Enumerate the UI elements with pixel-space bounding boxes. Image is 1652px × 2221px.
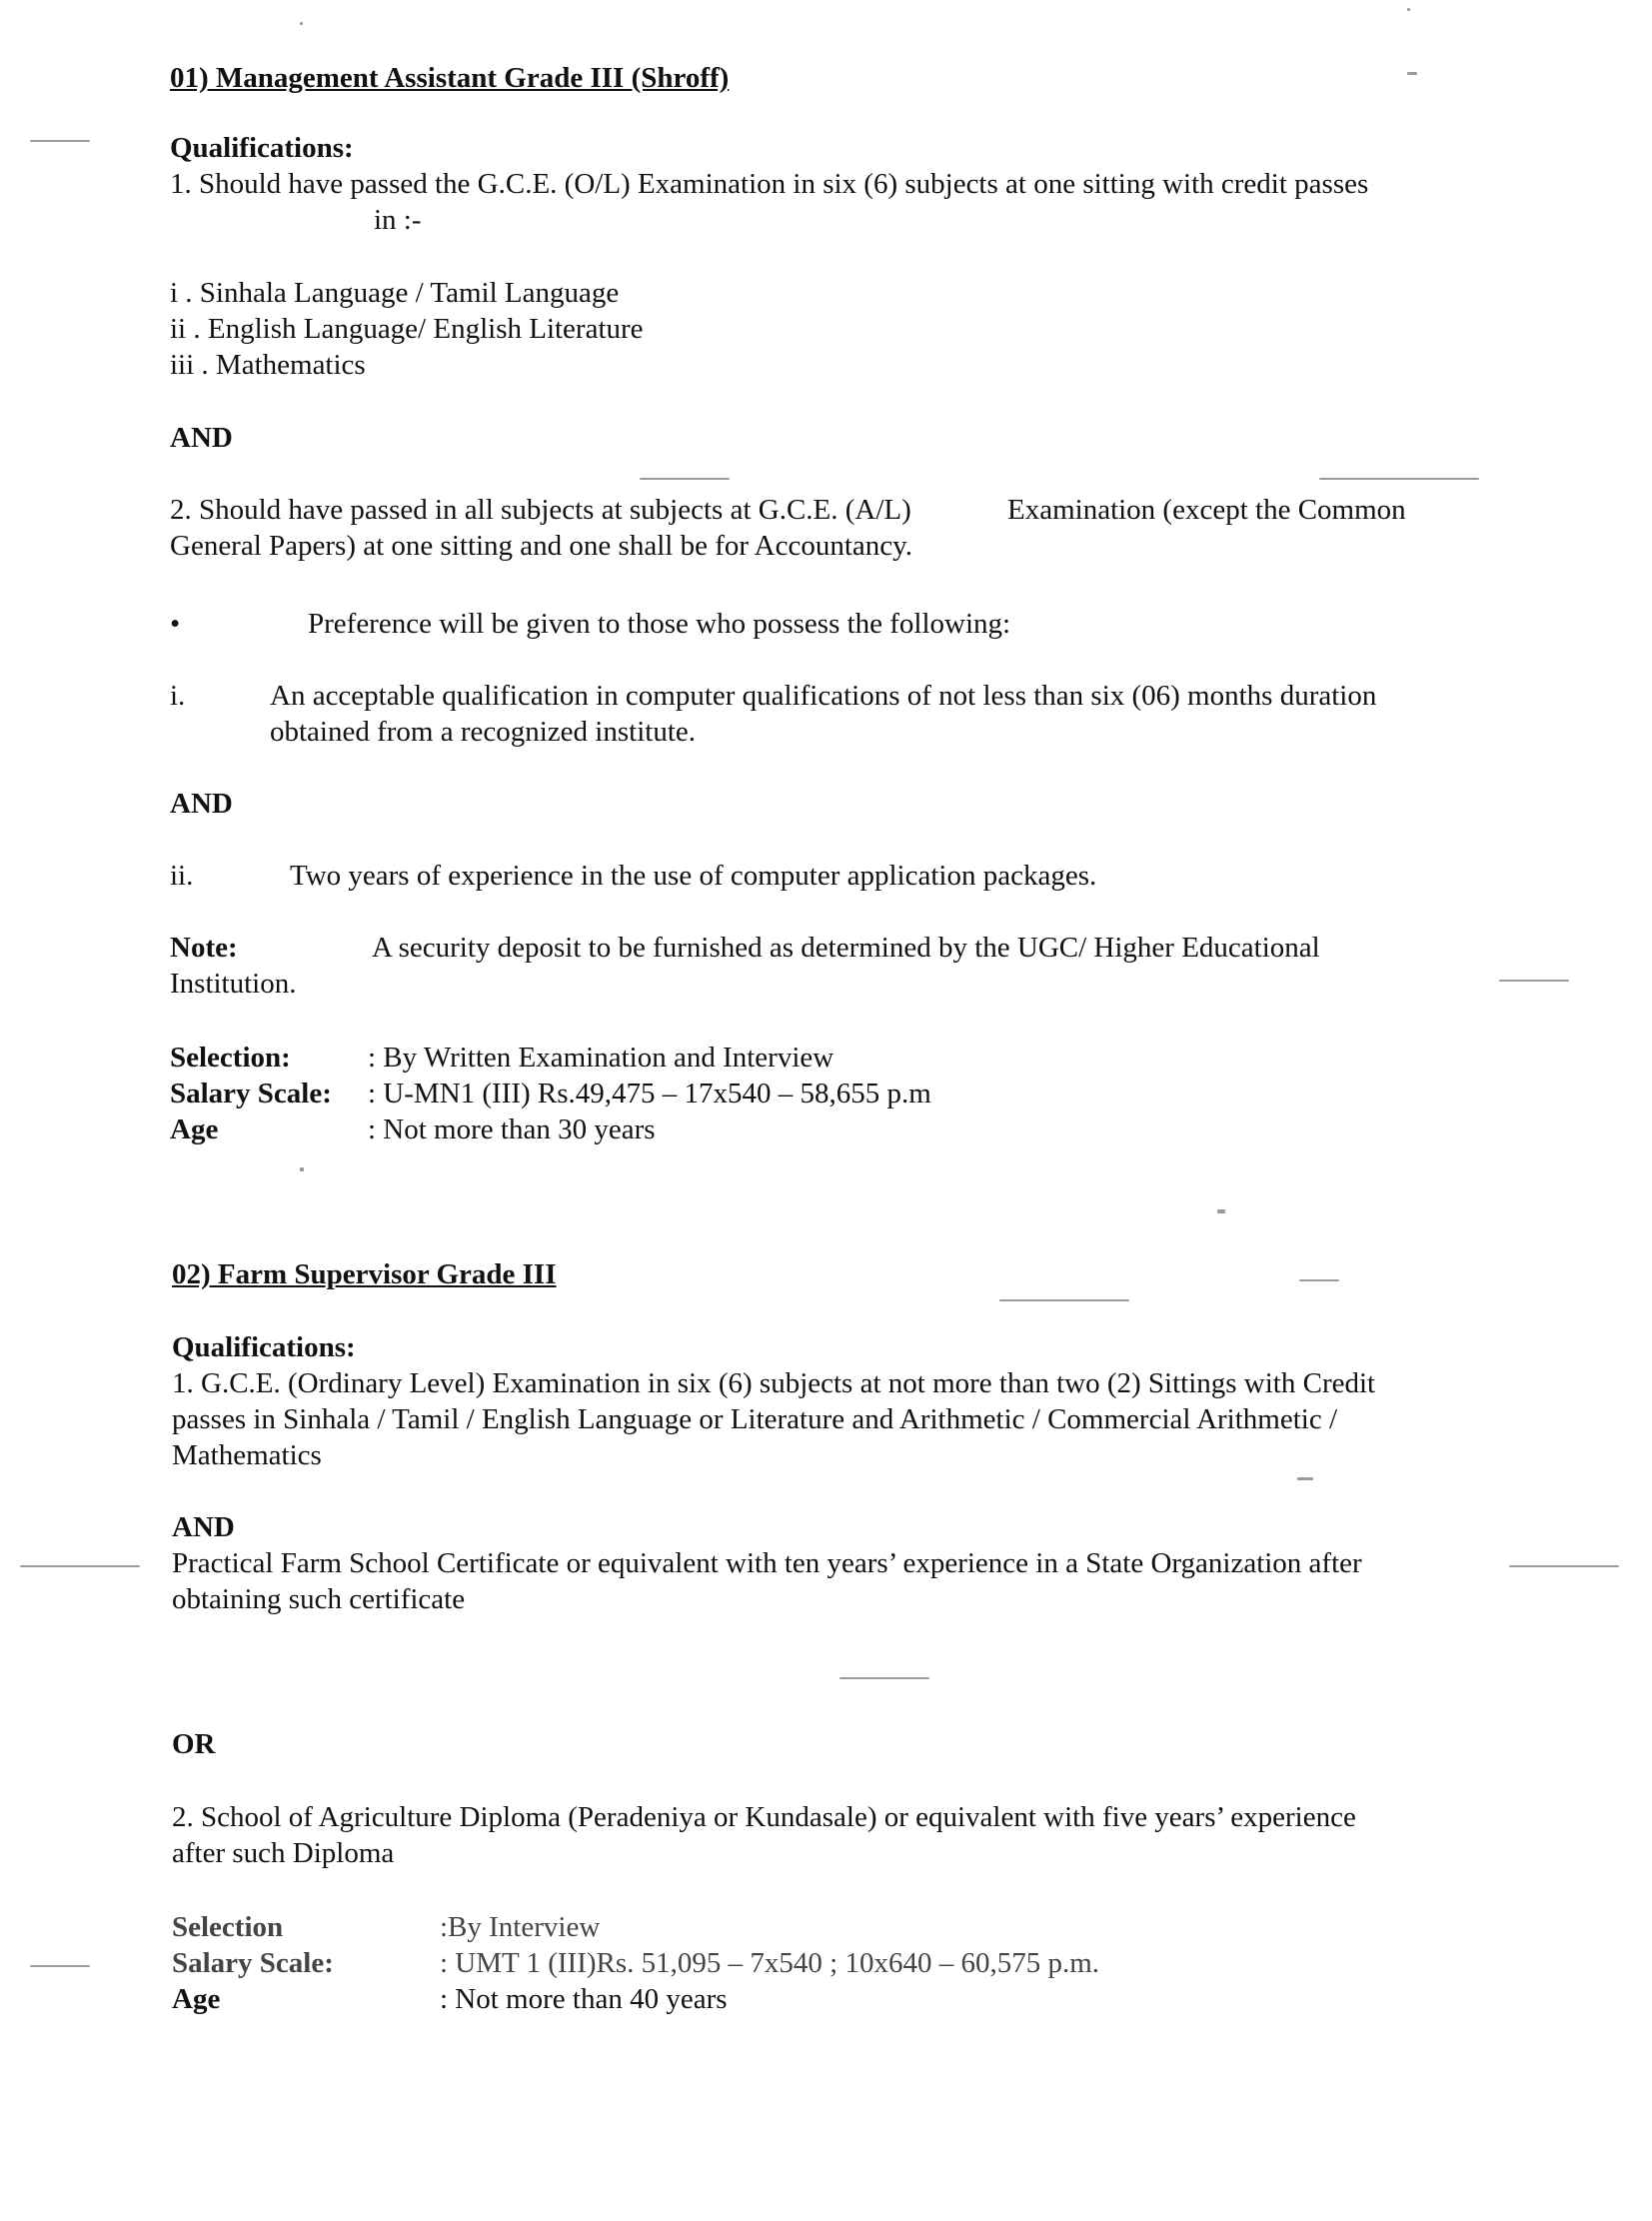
section1-age-value: : Not more than 30 years: [368, 1113, 656, 1145]
scan-speck: [839, 1677, 929, 1679]
pref-i-line2: obtained from a recognized institute.: [270, 716, 696, 748]
section2-age-label: Age: [172, 1983, 221, 2015]
section2-age-value: : Not more than 40 years: [440, 1983, 728, 2015]
practical-line2: obtaining such certificate: [172, 1583, 466, 1615]
scan-speck: [1499, 980, 1569, 982]
section1-q2-line2: General Papers) at one sitting and one shall be for Accountancy.: [170, 530, 913, 562]
scan-speck: [1407, 8, 1410, 11]
scan-speck: [1509, 1565, 1619, 1567]
scan-speck: [1407, 72, 1417, 75]
scan-speck: [1319, 478, 1479, 480]
note-line1: A security deposit to be furnished as determined by the UGC/ Higher Educational: [372, 932, 1320, 964]
section2-heading: 02) Farm Supervisor Grade III: [172, 1258, 557, 1290]
section1-salary-label: Salary Scale:: [170, 1078, 332, 1110]
pref-ii-text: Two years of experience in the use of computer application packages.: [290, 860, 1097, 892]
subject-item-2: ii . English Language/ English Literature: [170, 313, 644, 345]
practical-line1: Practical Farm School Certificate or equivalent with ten years’ experience in a State Organization after: [172, 1547, 1362, 1579]
section1-and-1: AND: [170, 422, 233, 454]
section1-q2-part1: 2. Should have passed in all subjects at subjects at G.C.E. (A/L): [170, 494, 911, 526]
section1-selection-value: : By Written Examination and Interview: [368, 1042, 834, 1074]
scan-speck: [999, 1299, 1129, 1301]
section1-qualifications-label: Qualifications:: [170, 132, 354, 164]
section2-selection-value: :By Interview: [440, 1911, 601, 1943]
section1-q1-line1: 1. Should have passed the G.C.E. (O/L) Examination in six (6) subjects at one sitting with credit passes: [170, 168, 1369, 200]
section2-q2-line1: 2. School of Agriculture Diploma (Peradeniya or Kundasale) or equivalent with five years’ experience: [172, 1801, 1356, 1833]
scan-speck: [30, 140, 90, 142]
section2-salary-label: Salary Scale:: [172, 1947, 334, 1979]
section1-selection-label: Selection:: [170, 1042, 291, 1074]
pref-i-line1: An acceptable qualification in computer qualifications of not less than six (06) months duration: [270, 680, 1377, 712]
note-label: Note:: [170, 932, 238, 964]
pref-i-number: i.: [170, 680, 186, 712]
section1-q2-part2: Examination (except the Common: [1007, 494, 1406, 526]
subject-item-1: i . Sinhala Language / Tamil Language: [170, 277, 620, 309]
section2-q1-line1: 1. G.C.E. (Ordinary Level) Examination in six (6) subjects at not more than two (2) Sittings with Credit: [172, 1367, 1376, 1399]
section2-selection-label: Selection: [172, 1911, 284, 1943]
section1-age-label: Age: [170, 1113, 219, 1145]
scan-speck: [300, 1167, 304, 1171]
section2-q2-line2: after such Diploma: [172, 1837, 395, 1869]
section2-or: OR: [172, 1728, 216, 1760]
pref-ii-number: ii.: [170, 860, 194, 892]
section1-salary-value: : U-MN1 (III) Rs.49,475 – 17x540 – 58,655 p.m: [368, 1078, 931, 1110]
preference-text: Preference will be given to those who possess the following:: [308, 608, 1011, 640]
section2-salary-value: : UMT 1 (III)Rs. 51,095 – 7x540 ; 10x640 – 60,575 p.m.: [440, 1947, 1100, 1979]
section1-and-2: AND: [170, 788, 233, 820]
scan-speck: [1299, 1279, 1339, 1281]
scan-speck: [30, 1965, 90, 1967]
note-line2: Institution.: [170, 968, 297, 1000]
scan-speck: [1217, 1209, 1225, 1213]
section1-q1-line2: in :-: [374, 204, 422, 236]
section2-qualifications-label: Qualifications:: [172, 1331, 356, 1363]
scan-speck: [20, 1565, 140, 1567]
section2-q1-line2: passes in Sinhala / Tamil / English Language or Literature and Arithmetic / Commercial Arithmetic /: [172, 1403, 1338, 1435]
scan-speck: [640, 478, 730, 480]
subject-item-3: iii . Mathematics: [170, 349, 366, 381]
section1-heading: 01) Management Assistant Grade III (Shroff): [170, 62, 730, 94]
section2-q1-line3: Mathematics: [172, 1439, 322, 1471]
bullet-icon: •: [170, 608, 181, 640]
scan-speck: [1297, 1477, 1313, 1480]
scan-speck: [300, 22, 303, 25]
section2-and: AND: [172, 1511, 235, 1543]
